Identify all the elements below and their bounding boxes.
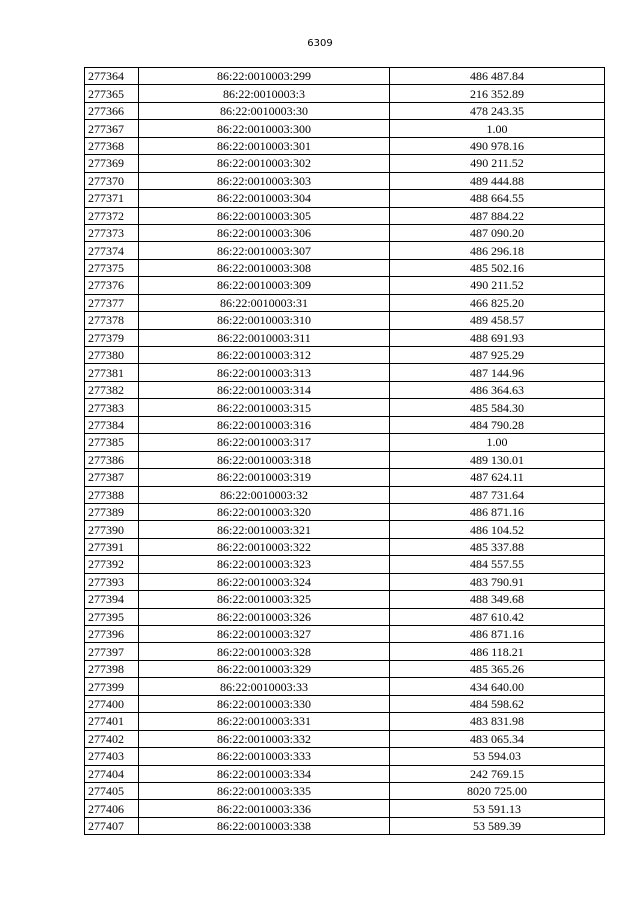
row-number-cell: 277399 (85, 678, 139, 695)
row-number-cell: 277365 (85, 85, 139, 102)
table-row (85, 678, 605, 695)
cadastral-number-cell: 86:22:0010003:314 (139, 381, 390, 398)
cadastral-number-cell: 86:22:0010003:300 (139, 120, 390, 137)
cadastral-value-cell: 485 584.30 (390, 399, 605, 416)
row-number-cell: 277400 (85, 695, 139, 712)
cadastral-value-cell: 486 871.16 (390, 626, 605, 643)
table-body (85, 68, 605, 835)
cadastral-number-cell: 86:22:0010003:303 (139, 172, 390, 189)
row-number-cell: 277378 (85, 312, 139, 329)
cadastral-number-cell: 86:22:0010003:315 (139, 399, 390, 416)
cadastral-value-cell: 487 610.42 (390, 608, 605, 625)
row-number-cell: 277382 (85, 381, 139, 398)
cadastral-value-cell: 486 118.21 (390, 643, 605, 660)
row-number-cell: 277368 (85, 137, 139, 154)
cadastral-value-cell: 489 130.01 (390, 451, 605, 468)
table-row (85, 626, 605, 643)
table-row (85, 190, 605, 207)
row-number-cell: 277396 (85, 626, 139, 643)
cadastral-value-cell: 485 337.88 (390, 538, 605, 555)
cadastral-value-cell: 484 790.28 (390, 416, 605, 433)
cadastral-number-cell: 86:22:0010003:32 (139, 486, 390, 503)
row-number-cell: 277366 (85, 102, 139, 119)
row-number-cell: 277403 (85, 748, 139, 765)
cadastral-value-cell: 487 144.96 (390, 364, 605, 381)
table-row (85, 486, 605, 503)
cadastral-value-cell: 8020 725.00 (390, 782, 605, 799)
table-row (85, 172, 605, 189)
cadastral-value-cell: 485 365.26 (390, 660, 605, 677)
table-row (85, 556, 605, 573)
cadastral-value-cell: 242 769.15 (390, 765, 605, 782)
row-number-cell: 277379 (85, 329, 139, 346)
table-row (85, 591, 605, 608)
table-row (85, 538, 605, 555)
row-number-cell: 277407 (85, 817, 139, 834)
table-row (85, 503, 605, 520)
cadastral-value-cell: 434 640.00 (390, 678, 605, 695)
cadastral-number-cell: 86:22:0010003:325 (139, 591, 390, 608)
table-row (85, 68, 605, 85)
cadastral-number-cell: 86:22:0010003:308 (139, 259, 390, 276)
row-number-cell: 277383 (85, 399, 139, 416)
cadastral-value-cell: 486 487.84 (390, 68, 605, 85)
row-number-cell: 277398 (85, 660, 139, 677)
page-number: 6309 (307, 38, 333, 49)
cadastral-value-cell: 53 594.03 (390, 748, 605, 765)
table-row (85, 155, 605, 172)
row-number-cell: 277395 (85, 608, 139, 625)
cadastral-number-cell: 86:22:0010003:304 (139, 190, 390, 207)
table-row (85, 120, 605, 137)
cadastral-value-cell: 489 444.88 (390, 172, 605, 189)
cadastral-value-cell: 483 831.98 (390, 713, 605, 730)
cadastral-number-cell: 86:22:0010003:317 (139, 434, 390, 451)
row-number-cell: 277405 (85, 782, 139, 799)
cadastral-number-cell: 86:22:0010003:309 (139, 277, 390, 294)
cadastral-number-cell: 86:22:0010003:3 (139, 85, 390, 102)
row-number-cell: 277393 (85, 573, 139, 590)
cadastral-number-cell: 86:22:0010003:301 (139, 137, 390, 154)
cadastral-value-cell: 483 790.91 (390, 573, 605, 590)
table-row (85, 660, 605, 677)
row-number-cell: 277372 (85, 207, 139, 224)
row-number-cell: 277402 (85, 730, 139, 747)
row-number-cell: 277388 (85, 486, 139, 503)
cadastral-number-cell: 86:22:0010003:310 (139, 312, 390, 329)
table-row (85, 416, 605, 433)
row-number-cell: 277391 (85, 538, 139, 555)
cadastral-value-cell: 487 090.20 (390, 224, 605, 241)
table-row (85, 521, 605, 538)
row-number-cell: 277401 (85, 713, 139, 730)
cadastral-value-cell: 484 598.62 (390, 695, 605, 712)
cadastral-number-cell: 86:22:0010003:324 (139, 573, 390, 590)
table-row (85, 85, 605, 102)
cadastral-value-cell: 490 211.52 (390, 155, 605, 172)
cadastral-value-cell: 490 211.52 (390, 277, 605, 294)
table-row (85, 713, 605, 730)
cadastral-number-cell: 86:22:0010003:320 (139, 503, 390, 520)
cadastral-value-cell: 483 065.34 (390, 730, 605, 747)
cadastral-number-cell: 86:22:0010003:33 (139, 678, 390, 695)
cadastral-number-cell: 86:22:0010003:334 (139, 765, 390, 782)
cadastral-number-cell: 86:22:0010003:336 (139, 800, 390, 817)
table-row (85, 782, 605, 799)
table-row (85, 399, 605, 416)
row-number-cell: 277394 (85, 591, 139, 608)
cadastral-number-cell: 86:22:0010003:326 (139, 608, 390, 625)
cadastral-number-cell: 86:22:0010003:306 (139, 224, 390, 241)
cadastral-number-cell: 86:22:0010003:331 (139, 713, 390, 730)
cadastral-number-cell: 86:22:0010003:311 (139, 329, 390, 346)
row-number-cell: 277381 (85, 364, 139, 381)
cadastral-value-cell: 53 591.13 (390, 800, 605, 817)
row-number-cell: 277392 (85, 556, 139, 573)
table-row (85, 817, 605, 834)
table-row (85, 730, 605, 747)
cadastral-number-cell: 86:22:0010003:322 (139, 538, 390, 555)
row-number-cell: 277385 (85, 434, 139, 451)
row-number-cell: 277375 (85, 259, 139, 276)
cadastral-number-cell: 86:22:0010003:338 (139, 817, 390, 834)
cadastral-value-cell: 216 352.89 (390, 85, 605, 102)
table-row (85, 277, 605, 294)
cadastral-number-cell: 86:22:0010003:328 (139, 643, 390, 660)
cadastral-number-cell: 86:22:0010003:31 (139, 294, 390, 311)
cadastral-value-cell: 466 825.20 (390, 294, 605, 311)
row-number-cell: 277404 (85, 765, 139, 782)
row-number-cell: 277406 (85, 800, 139, 817)
cadastral-value-cell: 488 664.55 (390, 190, 605, 207)
table-row (85, 312, 605, 329)
table-row (85, 695, 605, 712)
table-row (85, 643, 605, 660)
cadastral-value-cell: 1.00 (390, 120, 605, 137)
cadastral-number-cell: 86:22:0010003:312 (139, 347, 390, 364)
row-number-cell: 277367 (85, 120, 139, 137)
cadastral-value-cell: 487 624.11 (390, 469, 605, 486)
cadastral-value-cell: 478 243.35 (390, 102, 605, 119)
row-number-cell: 277373 (85, 224, 139, 241)
table-row (85, 381, 605, 398)
table-row (85, 329, 605, 346)
cadastral-number-cell: 86:22:0010003:319 (139, 469, 390, 486)
cadastral-value-cell: 488 349.68 (390, 591, 605, 608)
cadastral-number-cell: 86:22:0010003:321 (139, 521, 390, 538)
cadastral-number-cell: 86:22:0010003:316 (139, 416, 390, 433)
row-number-cell: 277374 (85, 242, 139, 259)
cadastral-number-cell: 86:22:0010003:332 (139, 730, 390, 747)
table-row (85, 294, 605, 311)
cadastral-number-cell: 86:22:0010003:330 (139, 695, 390, 712)
cadastral-number-cell: 86:22:0010003:323 (139, 556, 390, 573)
table-row (85, 608, 605, 625)
row-number-cell: 277386 (85, 451, 139, 468)
cadastral-value-cell: 486 296.18 (390, 242, 605, 259)
row-number-cell: 277376 (85, 277, 139, 294)
cadastral-value-table (84, 67, 605, 835)
cadastral-number-cell: 86:22:0010003:333 (139, 748, 390, 765)
table-row (85, 800, 605, 817)
cadastral-value-cell: 487 884.22 (390, 207, 605, 224)
cadastral-number-cell: 86:22:0010003:30 (139, 102, 390, 119)
table-row (85, 364, 605, 381)
table-row (85, 137, 605, 154)
table-row (85, 434, 605, 451)
table-row (85, 573, 605, 590)
cadastral-number-cell: 86:22:0010003:299 (139, 68, 390, 85)
table-row (85, 242, 605, 259)
cadastral-value-cell: 485 502.16 (390, 259, 605, 276)
cadastral-number-cell: 86:22:0010003:327 (139, 626, 390, 643)
cadastral-number-cell: 86:22:0010003:307 (139, 242, 390, 259)
row-number-cell: 277387 (85, 469, 139, 486)
cadastral-value-cell: 53 589.39 (390, 817, 605, 834)
cadastral-value-cell: 486 871.16 (390, 503, 605, 520)
table-row (85, 347, 605, 364)
cadastral-number-cell: 86:22:0010003:313 (139, 364, 390, 381)
table-row (85, 102, 605, 119)
cadastral-number-cell: 86:22:0010003:329 (139, 660, 390, 677)
row-number-cell: 277364 (85, 68, 139, 85)
cadastral-value-cell: 489 458.57 (390, 312, 605, 329)
table-row (85, 748, 605, 765)
cadastral-number-cell: 86:22:0010003:305 (139, 207, 390, 224)
row-number-cell: 277390 (85, 521, 139, 538)
table-row (85, 207, 605, 224)
table-row (85, 469, 605, 486)
row-number-cell: 277377 (85, 294, 139, 311)
cadastral-value-cell: 486 364.63 (390, 381, 605, 398)
cadastral-value-cell: 490 978.16 (390, 137, 605, 154)
cadastral-number-cell: 86:22:0010003:302 (139, 155, 390, 172)
cadastral-value-cell: 1.00 (390, 434, 605, 451)
table-row (85, 259, 605, 276)
cadastral-value-cell: 487 925.29 (390, 347, 605, 364)
table-row (85, 765, 605, 782)
cadastral-number-cell: 86:22:0010003:335 (139, 782, 390, 799)
row-number-cell: 277384 (85, 416, 139, 433)
cadastral-value-cell: 487 731.64 (390, 486, 605, 503)
table-row (85, 451, 605, 468)
row-number-cell: 277371 (85, 190, 139, 207)
cadastral-value-cell: 486 104.52 (390, 521, 605, 538)
table-row (85, 224, 605, 241)
cadastral-value-cell: 484 557.55 (390, 556, 605, 573)
row-number-cell: 277369 (85, 155, 139, 172)
row-number-cell: 277389 (85, 503, 139, 520)
row-number-cell: 277380 (85, 347, 139, 364)
row-number-cell: 277397 (85, 643, 139, 660)
cadastral-value-cell: 488 691.93 (390, 329, 605, 346)
row-number-cell: 277370 (85, 172, 139, 189)
cadastral-number-cell: 86:22:0010003:318 (139, 451, 390, 468)
